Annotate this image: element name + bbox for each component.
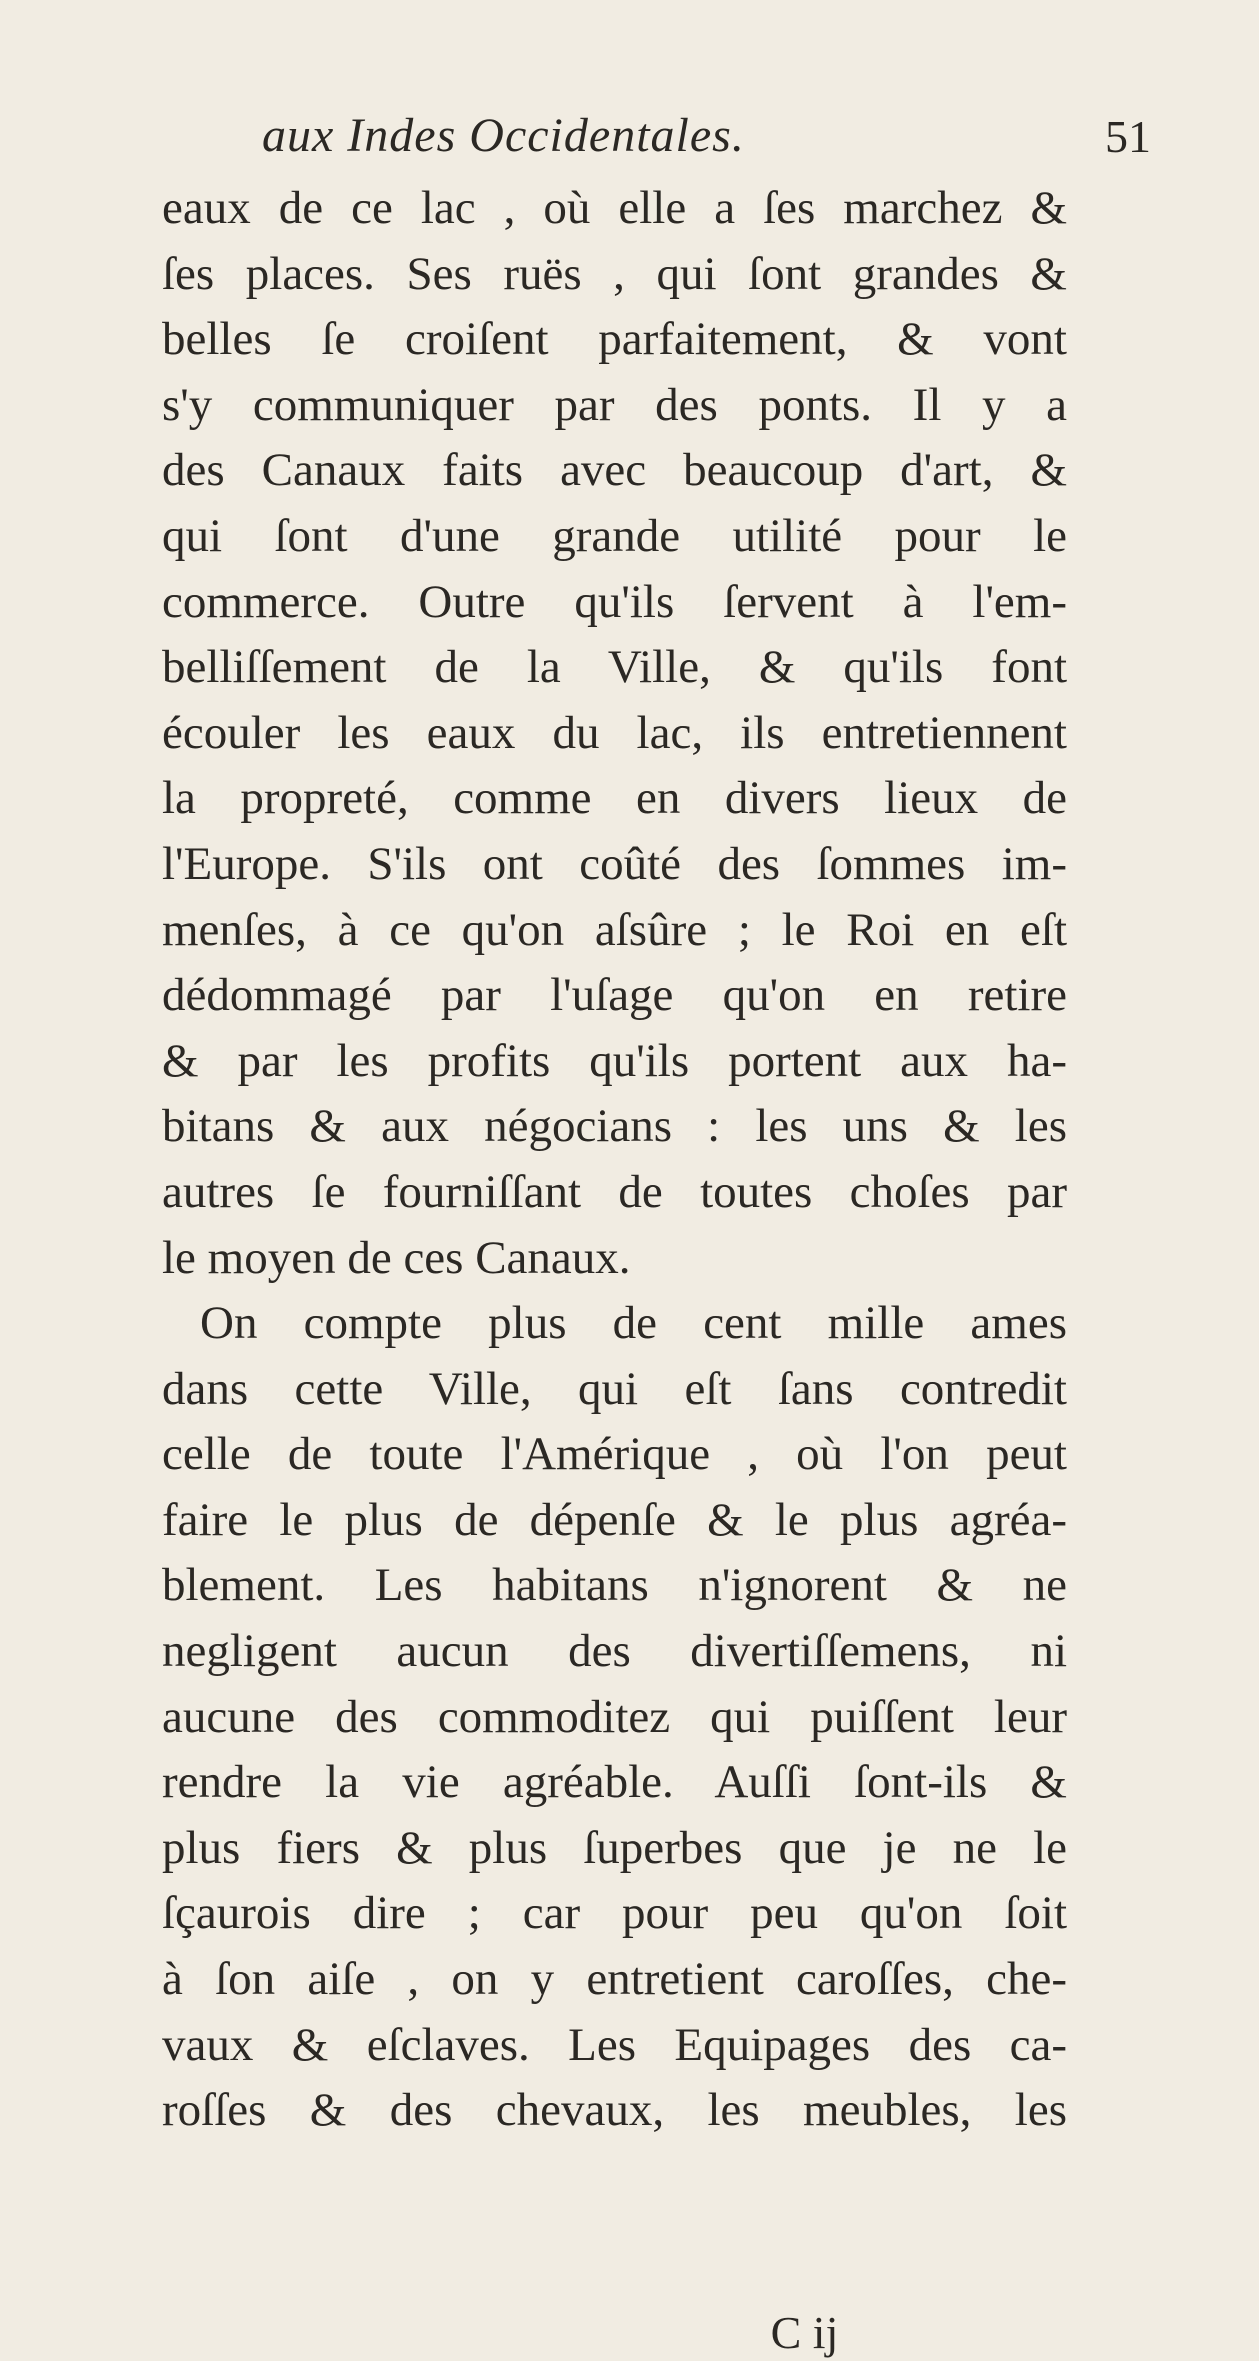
text-line: vaux & eſclaves. Les Equipages des ca- [162, 2018, 1067, 2071]
body-text [162, 176, 1067, 2144]
text-line: plus fiers & plus ſuperbes que je ne le [162, 1821, 1067, 1874]
signature-mark [0, 2307, 1259, 2358]
paragraph-start-line: On compte plus de cent mille ames [200, 1297, 1067, 1350]
text-line: dans cette Ville, qui eſt ſans contredit [162, 1362, 1067, 1415]
running-title: aux Indes Occidentales. [262, 109, 745, 162]
text-line: commerce. Outre qu'ils ſervent à l'em- [162, 575, 1067, 628]
text-line: qui ſont d'une grande utilité pour le [162, 509, 1067, 562]
text-line: la propreté, comme en divers lieux de [162, 772, 1067, 825]
page-header [0, 108, 1259, 178]
text-line: aucune des commoditez qui puiſſent leur [162, 1690, 1067, 1743]
signature-mark-text: C ij [770, 2307, 839, 2358]
text-line: & par les profits qu'ils portent aux ha- [162, 1034, 1067, 1087]
page-number: 51 [1105, 111, 1151, 162]
text-line: des Canaux faits avec beaucoup d'art, & [162, 444, 1067, 497]
text-line: à ſon aiſe , on y entretient caroſſes, che- [162, 1953, 1067, 2006]
text-line: ſçaurois dire ; car pour peu qu'on ſoit [162, 1887, 1067, 1940]
text-line: negligent aucun des divertiſſemens, ni [162, 1625, 1067, 1678]
text-line: menſes, à ce qu'on aſsûre ; le Roi en eſt [162, 903, 1067, 956]
text-line: dédommagé par l'uſage qu'on en retire [162, 969, 1067, 1022]
text-line: s'y communiquer par des ponts. Il y a [162, 378, 1067, 431]
text-line: écouler les eaux du lac, ils entretiennent [162, 706, 1067, 759]
text-line: rendre la vie agréable. Auſſi ſont-ils & [162, 1756, 1067, 1809]
text-line: ſes places. Ses ruës , qui ſont grandes & [162, 247, 1067, 300]
text-line: l'Europe. S'ils ont coûté des ſommes im- [162, 837, 1067, 890]
text-line: faire le plus de dépenſe & le plus agréa- [162, 1493, 1067, 1546]
text-line: celle de toute l'Amérique , où l'on peut [162, 1428, 1067, 1481]
text-line: bitans & aux négocians : les uns & les [162, 1100, 1067, 1153]
text-line: blement. Les habitans n'ignorent & ne [162, 1559, 1067, 1612]
text-line: belles ſe croiſent parfaitement, & vont [162, 313, 1067, 366]
text-line: belliſſement de la Ville, & qu'ils font [162, 641, 1067, 694]
paragraph-end-line: le moyen de ces Canaux. [162, 1231, 631, 1284]
text-line: roſſes & des chevaux, les meubles, les [162, 2084, 1067, 2137]
text-line: eaux de ce lac , où elle a ſes marchez & [162, 182, 1067, 234]
text-line: autres ſe fourniſſant de toutes choſes par [162, 1165, 1067, 1218]
